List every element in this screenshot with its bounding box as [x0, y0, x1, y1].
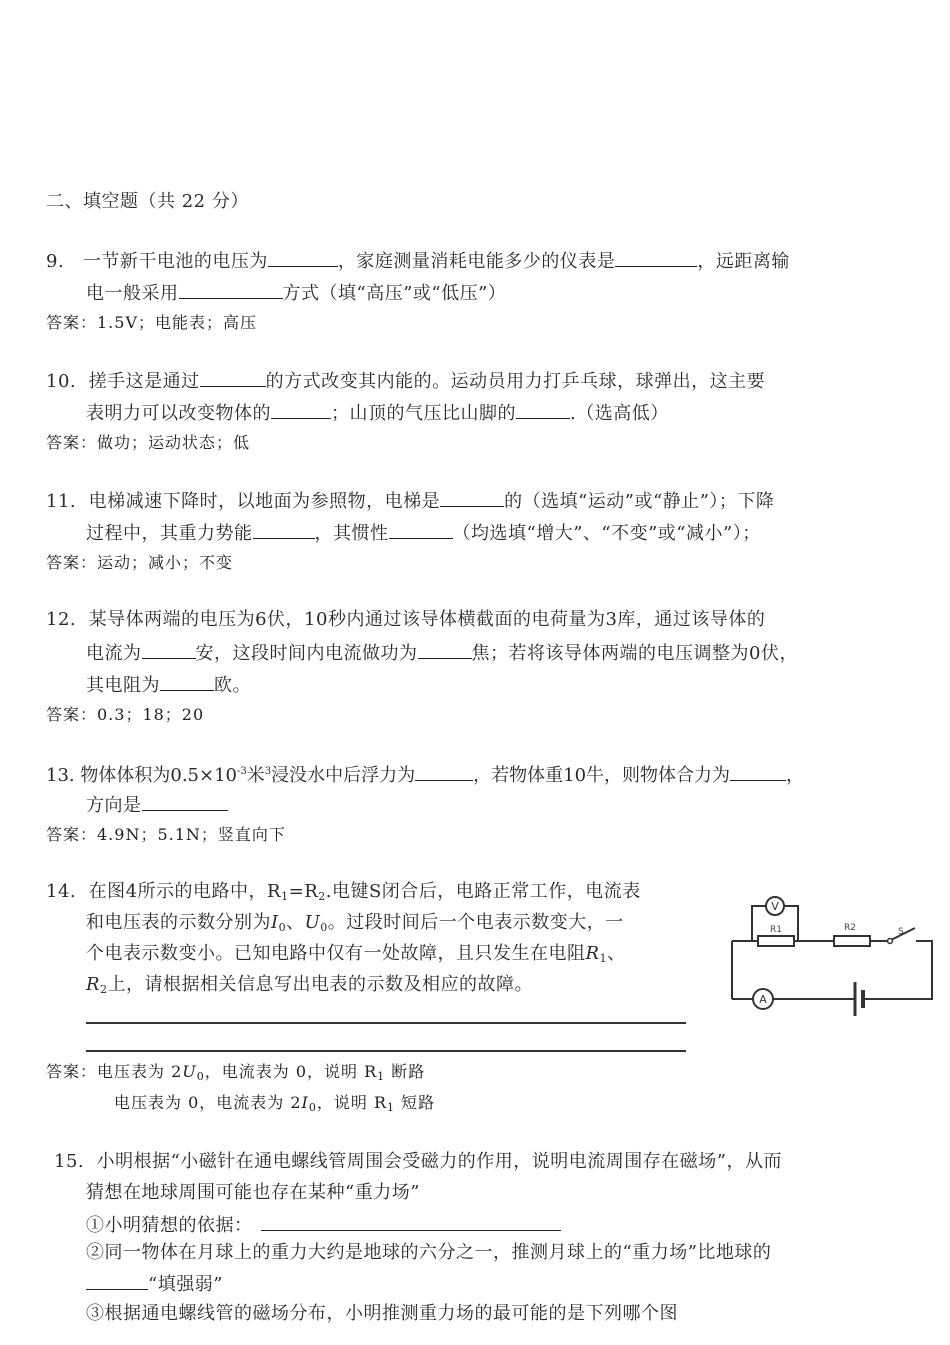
answer-blank[interactable]: [200, 368, 266, 387]
question-9-line-2: 电一般采用 方式（填“高压”或“低压”）: [86, 280, 506, 306]
answer-blank[interactable]: [160, 672, 214, 691]
question-12-line-1: 12. 某导体两端的电压为6伏，10秒内通过该导体横截面的电荷量为3库，通过该导体的: [46, 609, 766, 630]
question-14-line-1: 14. 在图4所示的电路中，$R_1=R_2$.电键S闭合后，电路正常工作，电流表: [46, 881, 641, 903]
answer-blank[interactable]: [268, 248, 338, 267]
question-13-line-2: 方向是: [86, 792, 228, 818]
svg-text:A: A: [759, 993, 767, 1006]
answer-blank[interactable]: [142, 640, 196, 659]
answer-blank[interactable]: [142, 792, 228, 811]
answer-blank[interactable]: [253, 520, 315, 539]
circuit-diagram-figure: [720, 878, 940, 1023]
answer-line-1[interactable]: [86, 1022, 686, 1024]
question-14-line-2: 和电压表的示数分别为$I_0$、$U_0$。过段时间后一个电表示数变大，一: [86, 912, 624, 934]
answer-blank[interactable]: [86, 1271, 148, 1290]
answer-blank[interactable]: [440, 488, 504, 507]
question-10-line-2: 表明力可以改变物体的 ；山顶的气压比山脚的 .（选高低）: [86, 400, 669, 426]
question-15-line-2: 猜想在地球周围可能也存在某种“重力场”: [86, 1182, 420, 1203]
answer-blank[interactable]: [516, 400, 570, 419]
question-9-line-1: 9. 一节新干电池的电压为 ，家庭测量消耗电能多少的仪表是 ，远距离输: [46, 248, 790, 274]
answer-blank[interactable]: [179, 280, 283, 299]
answer-blank[interactable]: [271, 400, 331, 419]
question-14-answer-line-2: 电压表为 0，电流表为 $2I_0$，说明 $R_1$ 短路: [114, 1093, 436, 1114]
section-title: 二、填空题（共 22 分）: [46, 191, 249, 212]
question-15-line-4: ②同一物体在月球上的重力大约是地球的六分之一，推测月球上的“重力场”比地球的: [86, 1242, 772, 1263]
question-9-answer: 答案：1.5V；电能表；高压: [46, 313, 258, 332]
answer-blank[interactable]: [730, 762, 786, 781]
question-10-answer: 答案：做功；运动状态；低: [46, 433, 251, 452]
question-12-answer: 答案：0.3；18；20: [46, 705, 205, 724]
question-14-line-3: 个电表示数变小。已知电路中仅有一处故障，且只发生在电阻$R_1$、: [86, 943, 626, 965]
question-14-line-4: $R_2$上，请根据相关信息写出电表的示数及相应的故障。: [86, 974, 534, 996]
r1-label: R1: [770, 925, 782, 935]
question-12-line-2: 电流为 安，这段时间内电流做功为 焦；若将该导体两端的电压调整为0伏，: [86, 640, 798, 666]
question-15-line-1: 15. 小明根据“小磁针在通电螺线管周围会受磁力的作用，说明电流周围存在磁场”，从而: [54, 1151, 782, 1172]
question-11-answer: 答案：运动；减小；不变: [46, 553, 234, 572]
question-15-line-5: “填强弱”: [86, 1271, 223, 1297]
question-10-line-1: 10. 搓手这是通过 的方式改变其内能的。运动员用力打乒乓球，球弹出，这主要: [46, 368, 765, 394]
question-11-line-2: 过程中，其重力势能 ，其惯性 （均选填“增大”、“不变”或“减小”）；: [86, 520, 761, 546]
answer-line-2[interactable]: [86, 1050, 686, 1052]
answer-blank[interactable]: [615, 248, 697, 267]
question-11-line-1: 11. 电梯减速下降时，以地面为参照物，电梯是 的（选填“运动”或“静止”）；下降: [46, 488, 774, 514]
answer-blank[interactable]: [415, 762, 473, 781]
answer-blank[interactable]: [389, 520, 453, 539]
svg-text:V: V: [771, 900, 779, 913]
answer-blank[interactable]: [418, 640, 472, 659]
question-12-line-3: 其电阻为 欧。: [86, 672, 251, 698]
r2-label: R2: [844, 923, 856, 933]
question-13-line-1: 13. 物体体积为$0.5\times 10^{-3}$米$^3$浸没水中后浮力为 ，若物体重10牛，则物体合力为 ，: [46, 760, 804, 788]
answer-blank[interactable]: [261, 1212, 561, 1231]
switch-icon: [888, 939, 893, 944]
question-15-line-3: ①小明猜想的依据：: [86, 1212, 561, 1238]
switch-label: S: [898, 927, 904, 937]
question-13-answer: 答案：4.9N；5.1N；竖直向下: [46, 825, 286, 844]
question-14-answer-line-1: 答案：电压表为 $2U_0$，电流表为 0，说明 $R_1$ 断路: [46, 1062, 426, 1083]
question-15-line-6: ③根据通电螺线管的磁场分布，小明推测重力场的最可能的是下列哪个图: [86, 1303, 678, 1324]
